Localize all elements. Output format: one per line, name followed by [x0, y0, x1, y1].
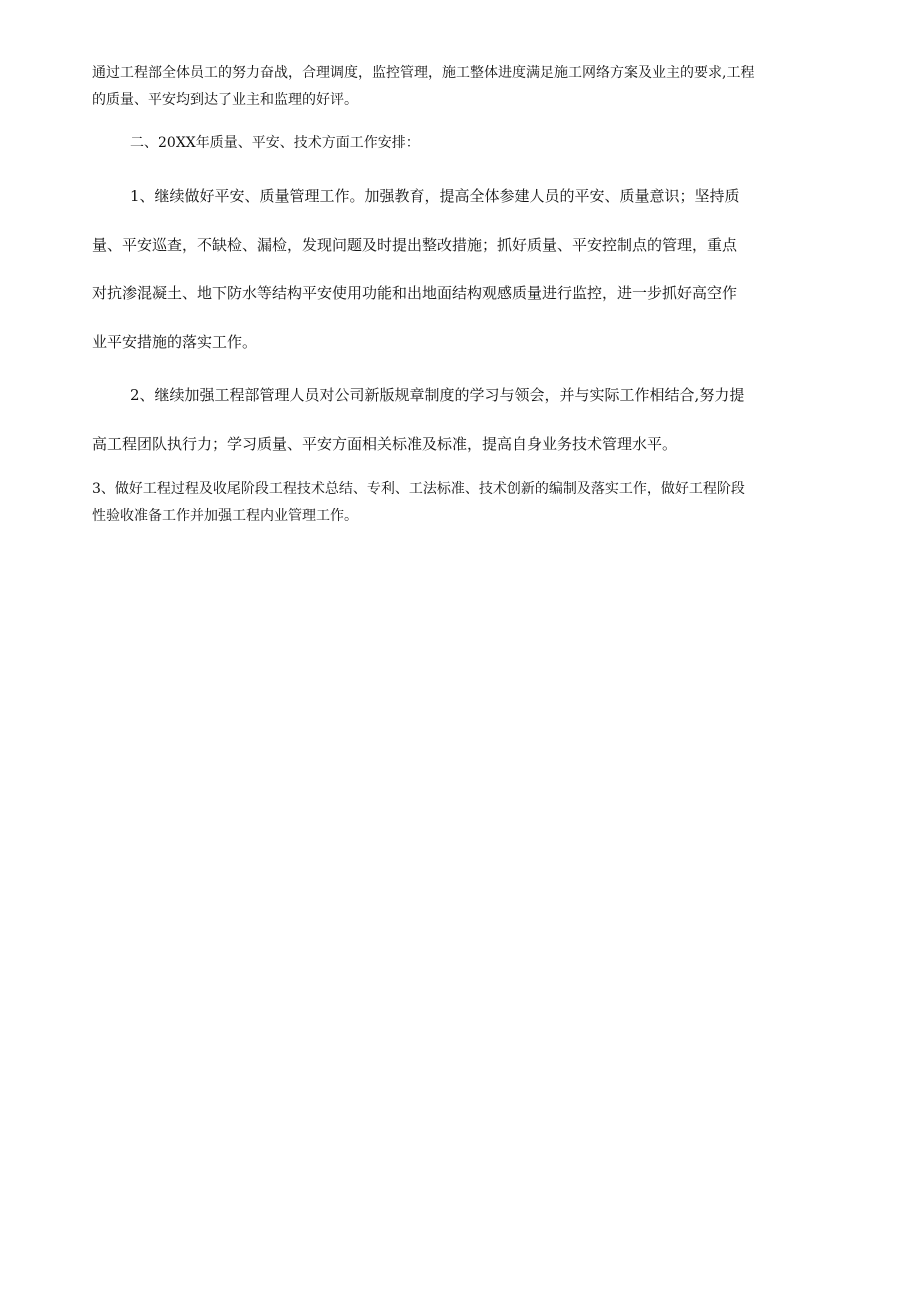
heading-line: 二、20XX年质量、平安、技术方面工作安排： [130, 135, 420, 151]
paragraph-line: 量、平安巡查，不缺检、漏检，发现问题及时提出整改措施；抓好质量、平安控制点的管理，重点 [92, 235, 738, 254]
paragraph-line: 2、继续加强工程部管理人员对公司新版规章制度的学习与领会，并与实际工作相结合,努力提 [130, 386, 745, 404]
paragraph-line: 对抗渗混凝土、地下防水等结构平安使用功能和出地面结构观感质量进行监控，进一步抓好高空作 [92, 284, 738, 302]
paragraph-line: 高工程团队执行力；学习质量、平安方面相关标准及标准，提高自身业务技术管理水平。 [92, 434, 678, 453]
item-1-paragraph [92, 172, 828, 366]
item-3-paragraph [92, 476, 828, 530]
paragraph-line: 性验收准备工作并加强工程内业管理工作。 [92, 508, 358, 524]
paragraph-line: 1、继续做好平安、质量管理工作。加强教育，提高全体参建人员的平安、质量意识；坚持质 [130, 187, 740, 205]
paragraph-line: 的质量、平安均到达了业主和监理的好评。 [92, 92, 358, 108]
item-2-paragraph [92, 371, 828, 468]
section-heading [130, 130, 828, 157]
paragraph-line: 3、做好工程过程及收尾阶段工程技术总结、专利、工法标准、技术创新的编制及落实工作，做好工程阶段 [92, 481, 745, 497]
paragraph-line: 业平安措施的落实工作。 [92, 332, 258, 351]
paragraph-line: 通过工程部全体员工的努力奋战，合理调度，监控管理，施工整体进度满足施工网络方案及业主的要求,工程 [92, 65, 755, 81]
intro-paragraph [92, 60, 828, 114]
